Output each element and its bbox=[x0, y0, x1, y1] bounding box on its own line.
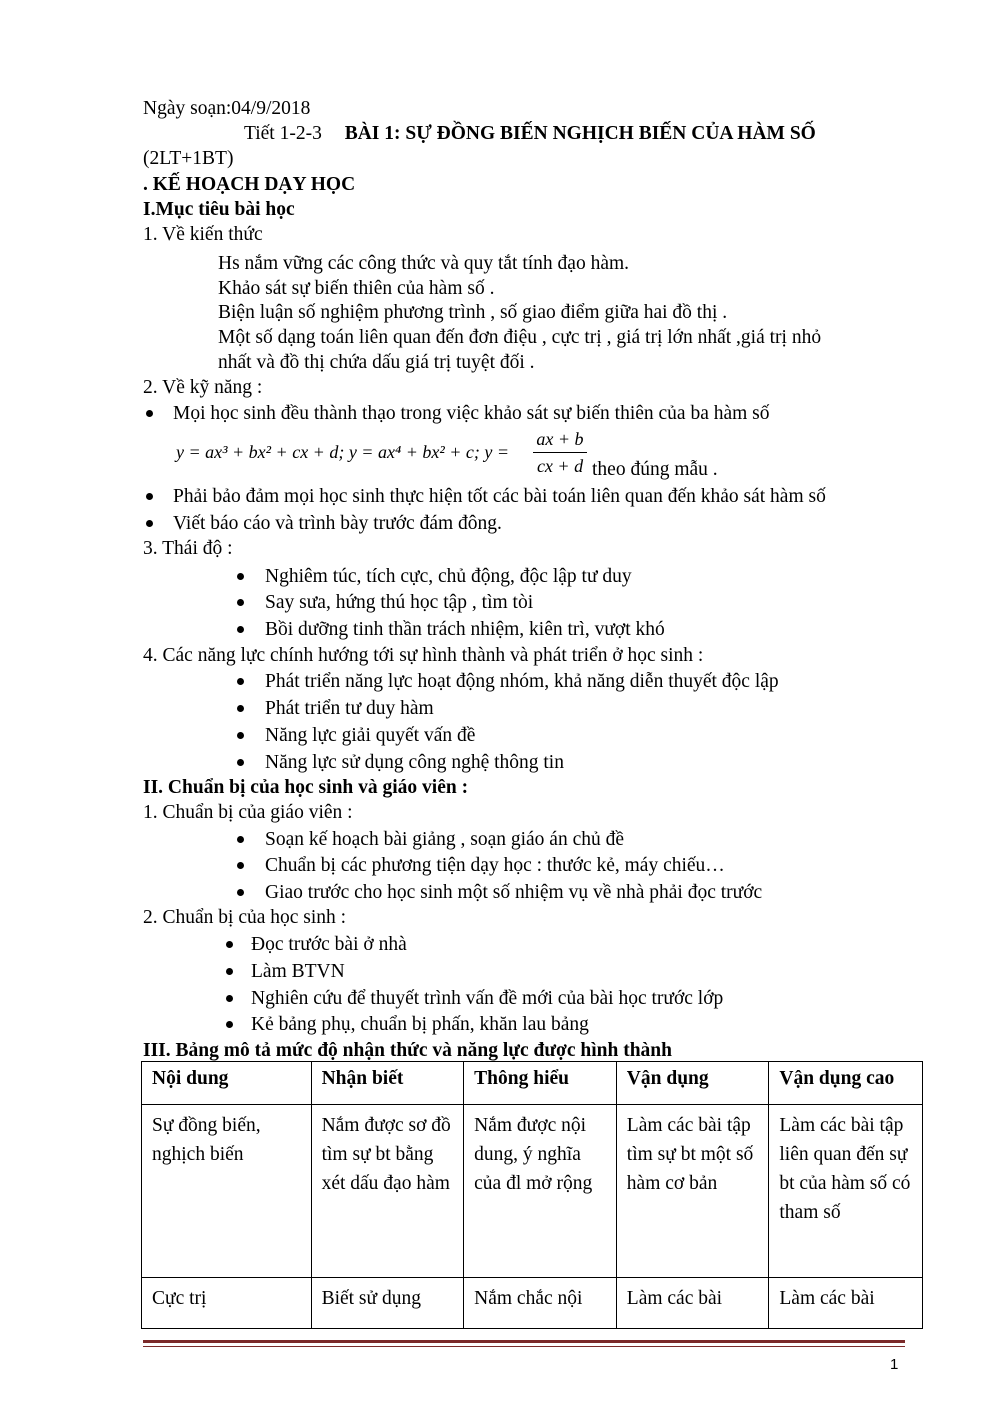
student-item-4: Kẻ bảng phụ, chuẩn bị phấn, khăn lau bảng bbox=[251, 1014, 589, 1035]
table-cell: Làm các bài tập tìm sự bt một số hàm cơ bản bbox=[616, 1105, 769, 1278]
attitude-heading: 3. Thái độ : bbox=[143, 538, 233, 559]
column-header: Nội dung bbox=[142, 1062, 312, 1105]
skills-item-1: Mọi học sinh đều thành thạo trong việc khảo sát sự biến thiên của ba hàm số bbox=[173, 403, 770, 424]
footer-rule-thin bbox=[143, 1346, 905, 1347]
formula-fraction bbox=[533, 428, 587, 477]
table-cell: Cực trị bbox=[142, 1278, 312, 1329]
student-heading: 2. Chuẩn bị của học sinh : bbox=[143, 907, 347, 928]
column-header: Vận dụng cao bbox=[769, 1062, 923, 1105]
formula-main: y = ax³ + bx² + cx + d; y = ax⁴ + bx² + c; y = bbox=[176, 442, 509, 462]
knowledge-line-3: Biện luận số nghiệm phương trình , số giao điểm giữa hai đồ thị . bbox=[218, 302, 728, 323]
bullet-icon bbox=[237, 862, 244, 869]
title-line bbox=[244, 122, 816, 146]
knowledge-line-1: Hs nắm vững các công thức và quy tắt tính đạo hàm. bbox=[218, 253, 630, 274]
teacher-heading: 1. Chuẩn bị của giáo viên : bbox=[143, 802, 353, 823]
bullet-icon bbox=[146, 493, 153, 500]
knowledge-line-4: Một số dạng toán liên quan đến đơn điệu , cực trị , giá trị lớn nhất ,giá trị nhỏ bbox=[218, 327, 822, 348]
column-header: Vận dụng bbox=[616, 1062, 769, 1105]
bullet-icon bbox=[237, 732, 244, 739]
lesson-title: BÀI 1: SỰ ĐỒNG BIẾN NGHỊCH BIẾN CỦA HÀM SỐ bbox=[344, 123, 816, 144]
bullet-icon bbox=[237, 678, 244, 685]
table-cell: Làm các bài bbox=[616, 1278, 769, 1329]
table-cell: Nắm chắc nội bbox=[464, 1278, 617, 1329]
table-cell: Nắm được sơ đồ tìm sự bt bằng xét dấu đạo hàm bbox=[311, 1105, 464, 1278]
table-header-row bbox=[142, 1062, 923, 1105]
period-label: Tiết 1-2-3 bbox=[244, 123, 322, 144]
section1-heading: I.Mục tiêu bài học bbox=[143, 199, 295, 220]
attitude-item-1: Nghiêm túc, tích cực, chủ động, độc lập tư duy bbox=[265, 566, 632, 587]
student-item-1: Đọc trước bài ở nhà bbox=[251, 934, 407, 955]
formula-numerator: ax + b bbox=[536, 429, 584, 449]
page-number: 1 bbox=[890, 1356, 899, 1373]
attitude-item-3: Bồi dưỡng tinh thần trách nhiệm, kiên trì, vượt khó bbox=[265, 619, 665, 640]
teacher-item-3: Giao trước cho học sinh một số nhiệm vụ về nhà phải đọc trước bbox=[265, 882, 763, 903]
attitude-item-2: Say sưa, hứng thú học tập , tìm tòi bbox=[265, 592, 534, 613]
table-cell: Sự đồng biến, nghịch biến bbox=[142, 1105, 312, 1278]
section3-heading: III. Bảng mô tả mức độ nhận thức và năng lực được hình thành bbox=[143, 1040, 672, 1061]
table-cell: Nắm được nội dung, ý nghĩa của đl mở rộng bbox=[464, 1105, 617, 1278]
bullet-icon bbox=[226, 968, 233, 975]
competence-heading: 4. Các năng lực chính hướng tới sự hình thành và phát triển ở học sinh : bbox=[143, 645, 704, 666]
teacher-item-1: Soạn kế hoạch bài giảng , soạn giáo án chủ đề bbox=[265, 829, 625, 850]
formula-denominator: cx + d bbox=[536, 456, 584, 476]
column-header: Thông hiểu bbox=[464, 1062, 617, 1105]
table-cell: Biết sử dụng bbox=[311, 1278, 464, 1329]
table-row bbox=[142, 1278, 923, 1329]
bullet-icon bbox=[226, 995, 233, 1002]
knowledge-line-2: Khảo sát sự biến thiên của hàm số . bbox=[218, 278, 495, 299]
knowledge-heading: 1. Về kiến thức bbox=[143, 224, 263, 245]
competence-item-2: Phát triển tư duy hàm bbox=[265, 698, 434, 719]
bullet-icon bbox=[237, 599, 244, 606]
bullet-icon bbox=[237, 759, 244, 766]
bullet-icon bbox=[146, 520, 153, 527]
plan-heading: . KẾ HOẠCH DẠY HỌC bbox=[143, 174, 356, 195]
bullet-icon bbox=[146, 410, 153, 417]
date-line: Ngày soạn:04/9/2018 bbox=[143, 98, 311, 119]
bullet-icon bbox=[237, 705, 244, 712]
knowledge-line-5: nhất và đồ thị chứa dấu giá trị tuyệt đối . bbox=[218, 352, 535, 373]
competence-item-1: Phát triển năng lực hoạt động nhóm, khả năng diễn thuyết độc lập bbox=[265, 671, 779, 692]
teacher-item-2: Chuẩn bị các phương tiện dạy học : thước kẻ, máy chiếu… bbox=[265, 855, 725, 876]
student-item-3: Nghiên cứu để thuyết trình vấn đề mới của bài học trước lớp bbox=[251, 988, 724, 1009]
column-header: Nhận biết bbox=[311, 1062, 464, 1105]
section2-heading: II. Chuẩn bị của học sinh và giáo viên : bbox=[143, 777, 469, 798]
competence-table bbox=[141, 1061, 923, 1329]
student-item-2: Làm BTVN bbox=[251, 961, 345, 982]
skills-heading: 2. Về kỹ năng : bbox=[143, 377, 263, 398]
fraction-bar bbox=[533, 452, 587, 453]
footer-rule bbox=[143, 1340, 905, 1343]
period-split: (2LT+1BT) bbox=[143, 148, 234, 169]
table-row bbox=[142, 1105, 923, 1278]
bullet-icon bbox=[237, 573, 244, 580]
table-cell: Làm các bài tập liên quan đến sự bt của hàm số có tham số bbox=[769, 1105, 923, 1278]
competence-item-3: Năng lực giải quyết vấn đề bbox=[265, 725, 476, 746]
competence-item-4: Năng lực sử dụng công nghệ thông tin bbox=[265, 752, 564, 773]
bullet-icon bbox=[237, 889, 244, 896]
bullet-icon bbox=[226, 941, 233, 948]
bullet-icon bbox=[237, 626, 244, 633]
skills-item-2: Phải bảo đảm mọi học sinh thực hiện tốt các bài toán liên quan đến khảo sát hàm số bbox=[173, 486, 826, 507]
bullet-icon bbox=[237, 836, 244, 843]
formula-tail: theo đúng mẫu . bbox=[592, 459, 718, 480]
table-cell: Làm các bài bbox=[769, 1278, 923, 1329]
skills-item-3: Viết báo cáo và trình bày trước đám đông. bbox=[173, 513, 502, 534]
bullet-icon bbox=[226, 1021, 233, 1028]
